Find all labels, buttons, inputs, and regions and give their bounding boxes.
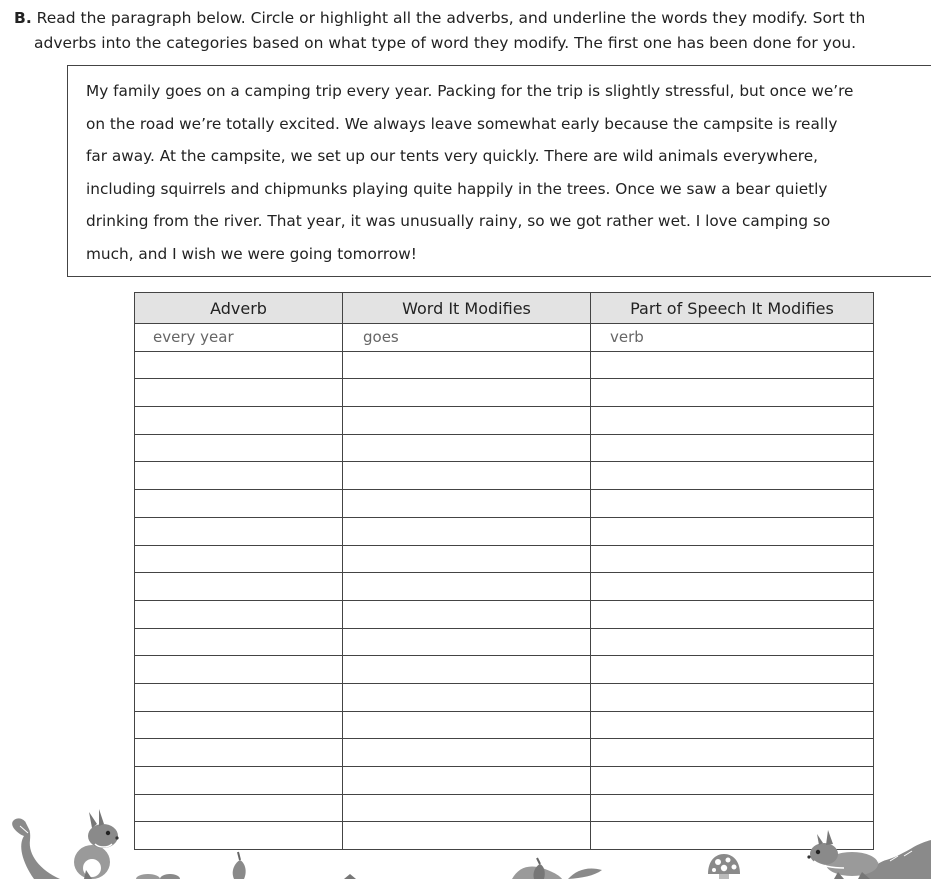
example-part-of-speech: verb bbox=[591, 324, 874, 352]
table-row bbox=[135, 767, 874, 795]
passage bbox=[86, 75, 926, 270]
adverb-cell[interactable] bbox=[135, 683, 343, 711]
table-row bbox=[135, 683, 874, 711]
header-word-it-modifies: Word It Modifies bbox=[343, 293, 591, 324]
word-cell[interactable] bbox=[343, 379, 591, 407]
adverb-cell[interactable] bbox=[135, 462, 343, 490]
word-cell[interactable] bbox=[343, 600, 591, 628]
mushroom-icon bbox=[704, 852, 744, 879]
example-adverb: every year bbox=[135, 324, 343, 352]
word-cell[interactable] bbox=[343, 656, 591, 684]
adverb-cell[interactable] bbox=[135, 379, 343, 407]
word-cell[interactable] bbox=[343, 739, 591, 767]
adverb-cell[interactable] bbox=[135, 490, 343, 518]
table-row bbox=[135, 545, 874, 573]
table-row bbox=[135, 407, 874, 435]
table-row bbox=[135, 822, 874, 850]
table-row bbox=[135, 517, 874, 545]
word-cell[interactable] bbox=[343, 434, 591, 462]
table-row bbox=[135, 656, 874, 684]
forest-floor-leaves-icon bbox=[130, 850, 800, 879]
part-of-speech-cell[interactable] bbox=[591, 794, 874, 822]
part-of-speech-cell[interactable] bbox=[591, 628, 874, 656]
part-of-speech-cell[interactable] bbox=[591, 517, 874, 545]
table-row bbox=[135, 379, 874, 407]
instructions bbox=[14, 6, 931, 56]
adverb-cell[interactable] bbox=[135, 407, 343, 435]
part-of-speech-cell[interactable] bbox=[591, 711, 874, 739]
adverb-table bbox=[134, 292, 874, 850]
instructions-text-1: Read the paragraph below. Circle or highlight all the adverbs, and underline the words they modify. Sort th bbox=[36, 9, 866, 27]
passage-line: My family goes on a camping trip every year. Packing for the trip is slightly stressful, but once we’re bbox=[86, 82, 854, 100]
word-cell[interactable] bbox=[343, 794, 591, 822]
part-of-speech-cell[interactable] bbox=[591, 434, 874, 462]
adverb-cell[interactable] bbox=[135, 767, 343, 795]
word-cell[interactable] bbox=[343, 683, 591, 711]
part-of-speech-cell[interactable] bbox=[591, 407, 874, 435]
squirrel-right-icon bbox=[800, 826, 931, 879]
table-row bbox=[135, 490, 874, 518]
passage-line: drinking from the river. That year, it was unusually rainy, so we got rather wet. I love camping so bbox=[86, 212, 831, 230]
example-word: goes bbox=[343, 324, 591, 352]
part-of-speech-cell[interactable] bbox=[591, 739, 874, 767]
part-of-speech-cell[interactable] bbox=[591, 656, 874, 684]
passage-line: much, and I wish we were going tomorrow! bbox=[86, 244, 417, 263]
part-of-speech-cell[interactable] bbox=[591, 379, 874, 407]
table-row bbox=[135, 462, 874, 490]
part-of-speech-cell[interactable] bbox=[591, 683, 874, 711]
instructions-line-2: adverbs into the categories based on what type of word they modify. The first one has been done for you. bbox=[34, 34, 857, 52]
adverb-cell[interactable] bbox=[135, 351, 343, 379]
word-cell[interactable] bbox=[343, 767, 591, 795]
part-of-speech-cell[interactable] bbox=[591, 462, 874, 490]
table-row bbox=[135, 628, 874, 656]
header-adverb: Adverb bbox=[135, 293, 343, 324]
word-cell[interactable] bbox=[343, 407, 591, 435]
passage-line: far away. At the campsite, we set up our tents very quickly. There are wild animals everywhere, bbox=[86, 147, 819, 165]
word-cell[interactable] bbox=[343, 517, 591, 545]
word-cell[interactable] bbox=[343, 490, 591, 518]
adverb-cell[interactable] bbox=[135, 711, 343, 739]
adverb-cell[interactable] bbox=[135, 656, 343, 684]
table-row bbox=[135, 434, 874, 462]
passage-line: on the road we’re totally excited. We always leave somewhat early because the campsite is really bbox=[86, 114, 838, 133]
adverb-cell[interactable] bbox=[135, 628, 343, 656]
part-of-speech-cell[interactable] bbox=[591, 351, 874, 379]
header-part-of-speech: Part of Speech It Modifies bbox=[591, 293, 874, 324]
table-header-row bbox=[135, 293, 874, 324]
adverb-cell[interactable] bbox=[135, 822, 343, 850]
word-cell[interactable] bbox=[343, 711, 591, 739]
table-row-example bbox=[135, 324, 874, 352]
word-cell[interactable] bbox=[343, 462, 591, 490]
word-cell[interactable] bbox=[343, 628, 591, 656]
section-label: B. bbox=[14, 9, 32, 27]
table-row bbox=[135, 600, 874, 628]
adverb-cell[interactable] bbox=[135, 545, 343, 573]
table-row bbox=[135, 739, 874, 767]
passage-box bbox=[67, 65, 931, 277]
squirrel-left-icon bbox=[0, 800, 135, 879]
adverb-cell[interactable] bbox=[135, 794, 343, 822]
adverb-cell[interactable] bbox=[135, 517, 343, 545]
adverb-cell[interactable] bbox=[135, 434, 343, 462]
word-cell[interactable] bbox=[343, 351, 591, 379]
part-of-speech-cell[interactable] bbox=[591, 767, 874, 795]
table-row bbox=[135, 573, 874, 601]
word-cell[interactable] bbox=[343, 545, 591, 573]
table-row bbox=[135, 351, 874, 379]
table-row bbox=[135, 794, 874, 822]
adverb-cell[interactable] bbox=[135, 573, 343, 601]
part-of-speech-cell[interactable] bbox=[591, 545, 874, 573]
word-cell[interactable] bbox=[343, 822, 591, 850]
instructions-line-1 bbox=[14, 6, 931, 31]
table-row bbox=[135, 711, 874, 739]
part-of-speech-cell[interactable] bbox=[591, 600, 874, 628]
word-cell[interactable] bbox=[343, 573, 591, 601]
part-of-speech-cell[interactable] bbox=[591, 490, 874, 518]
passage-line: including squirrels and chipmunks playing quite happily in the trees. Once we saw a bear quietly bbox=[86, 179, 828, 198]
adverb-cell[interactable] bbox=[135, 600, 343, 628]
adverb-cell[interactable] bbox=[135, 739, 343, 767]
part-of-speech-cell[interactable] bbox=[591, 573, 874, 601]
